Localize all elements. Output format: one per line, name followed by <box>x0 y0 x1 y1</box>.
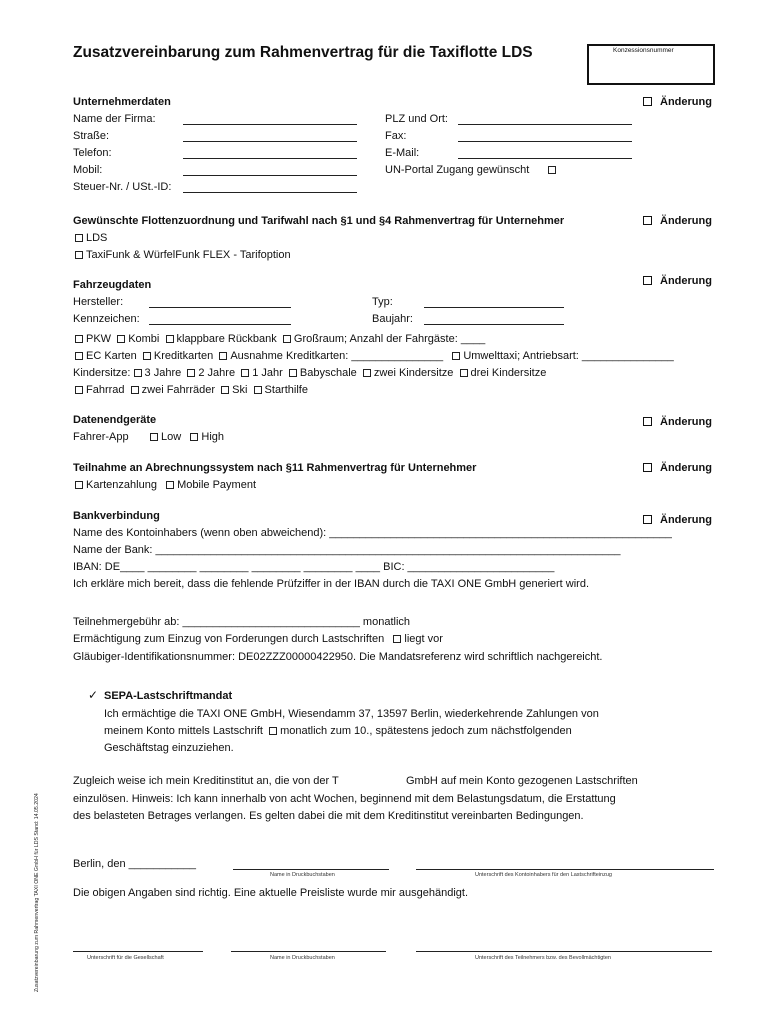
teilnehmergebuehr-field[interactable]: Teilnehmergebühr ab: _____________________________ monatlich <box>73 616 411 628</box>
checkbox-icon <box>643 417 652 426</box>
teilnehmer-signature-line[interactable] <box>416 951 712 952</box>
hersteller-field[interactable] <box>149 307 291 308</box>
ec-option[interactable] <box>75 350 137 362</box>
fahrrad-option[interactable] <box>75 384 125 396</box>
sidebar-version-text: Zusatzvereinbarung zum Rahmenvertrag TAXI ONE GmbH für LDS Stand: 14.05.2024 <box>34 793 40 992</box>
kontoinhaber-signature-caption: Unterschrift des Kontoinhabers für den Lastschrifteinzug <box>475 872 612 878</box>
sepa-line-2 <box>104 725 572 737</box>
option-label: Babyschale <box>299 367 357 379</box>
checkbox-icon <box>219 352 227 360</box>
flotte-heading: Gewünschte Flottenzuordnung und Tarifwahl nach §1 und §4 Rahmenvertrag für Unternehmer <box>73 215 565 227</box>
aenderung-checkbox-2[interactable] <box>643 215 712 227</box>
flotte-option-flex[interactable] <box>75 249 291 261</box>
option-label: Umwelttaxi; Antriebsart: _______________ <box>463 350 674 362</box>
zugleich-line-1a: Zugleich weise ich mein Kreditinstitut an, die von der T <box>73 775 339 787</box>
j2-option[interactable] <box>187 367 235 379</box>
option-label: EC Karten <box>86 350 137 362</box>
kombi-option[interactable] <box>117 333 159 345</box>
steuer-label: Steuer-Nr. / USt.-ID: <box>73 181 172 193</box>
portal-label: UN-Portal Zugang gewünscht <box>385 164 530 176</box>
daten-heading: Datenendgeräte <box>73 414 157 426</box>
check-icon: ✓ <box>88 688 99 702</box>
option-label: Starthilfe <box>264 384 308 396</box>
checkbox-icon <box>75 481 83 489</box>
plz-field[interactable] <box>458 124 632 125</box>
checkbox-icon <box>75 386 83 394</box>
plz-label: PLZ und Ort: <box>385 113 448 125</box>
ski-option[interactable] <box>221 384 247 396</box>
checkbox-icon <box>241 369 249 377</box>
option-label: zwei Fahrräder <box>141 384 216 396</box>
checkbox-icon <box>269 727 277 735</box>
gesellschaft-signature-caption: Unterschrift für die Gesellschaft <box>87 955 164 961</box>
zwei-fr-option[interactable] <box>131 384 215 396</box>
typ-field[interactable] <box>424 307 564 308</box>
option-label: drei Kindersitze <box>470 367 547 379</box>
kontoinhaber-field[interactable]: Name des Kontoinhabers (wenn oben abweichend): ________________________________________________________ <box>73 527 672 539</box>
iban-erklaerung: Ich erkläre mich bereit, dass die fehlende Prüfziffer in der IBAN durch die TAXI ONE GmbH generiert wird. <box>73 578 590 590</box>
aenderung-checkbox-3[interactable] <box>643 275 712 287</box>
fahrer-app-row <box>73 431 224 443</box>
aenderung-checkbox-1[interactable] <box>643 96 712 108</box>
hinweis-text: Die obigen Angaben sind richtig. Eine aktuelle Preisliste wurde mir ausgehändigt. <box>73 887 469 899</box>
option-label: LDS <box>86 232 108 244</box>
option-label: Kombi <box>128 333 160 345</box>
abrechnung-heading: Teilnahme an Abrechnungssystem nach §11 Rahmenvertrag für Unternehmer <box>73 462 477 474</box>
checkbox-icon <box>643 463 652 472</box>
checkbox-icon <box>131 386 139 394</box>
telefon-label: Telefon: <box>73 147 112 159</box>
option-label: Mobile Payment <box>177 479 256 491</box>
unternehmerdaten-heading: Unternehmerdaten <box>73 96 171 108</box>
checkbox-icon <box>117 335 125 343</box>
aenderung-checkbox-4[interactable] <box>643 416 712 428</box>
ermaechtigung-row <box>73 633 443 645</box>
checkbox-icon <box>166 481 174 489</box>
druckbuchstaben-caption-1: Name in Druckbuchstaben <box>270 872 335 878</box>
checkbox-icon <box>75 335 83 343</box>
hersteller-label: Hersteller: <box>73 296 124 308</box>
glaeubiger-id: Gläubiger-Identifikationsnummer: DE02ZZZ00000422950. Die Mandatsreferenz wird schriftlich nachgereicht. <box>73 651 603 663</box>
kartenzahlung-option[interactable] <box>75 479 157 491</box>
pkw-option[interactable] <box>75 333 111 345</box>
checkbox-icon <box>143 352 151 360</box>
option-label: PKW <box>86 333 112 345</box>
checkbox-icon <box>643 276 652 285</box>
monatlich-option[interactable] <box>269 725 572 737</box>
liegt-vor-option[interactable] <box>393 633 443 645</box>
portal-checkbox[interactable] <box>548 166 556 174</box>
high-option[interactable] <box>190 431 224 443</box>
checkbox-icon <box>190 433 198 441</box>
kennzeichen-label: Kennzeichen: <box>73 313 140 325</box>
option-label: Ski <box>232 384 248 396</box>
zahlung-row <box>75 350 674 362</box>
rueckbank-option[interactable] <box>166 333 277 345</box>
checkbox-icon <box>452 352 460 360</box>
option-label: 1 Jahr <box>252 367 283 379</box>
zwei-ks-option[interactable] <box>363 367 453 379</box>
strasse-field[interactable] <box>183 141 357 142</box>
telefon-field[interactable] <box>183 158 357 159</box>
option-label: Ausnahme Kreditkarten: _______________ <box>230 350 444 362</box>
typ-label: Typ: <box>372 296 393 308</box>
checkbox-icon <box>643 515 652 524</box>
drei-ks-option[interactable] <box>460 367 547 379</box>
starthilfe-option[interactable] <box>254 384 308 396</box>
checkbox-icon <box>643 97 652 106</box>
checkbox-icon <box>643 216 652 225</box>
aenderung-label: Änderung <box>660 215 712 227</box>
konzessionsnummer-field[interactable] <box>587 44 715 85</box>
umwelt-option[interactable] <box>452 350 673 362</box>
druckbuchstaben-line-1[interactable] <box>233 869 389 870</box>
fax-field[interactable] <box>458 141 632 142</box>
bank-heading: Bankverbindung <box>73 510 160 522</box>
fahrzeug-typ-row <box>75 333 485 345</box>
abrechnung-row <box>75 479 256 491</box>
checkbox-icon <box>134 369 142 377</box>
kredit-option[interactable] <box>143 350 213 362</box>
kindersitz-row <box>73 367 546 379</box>
aenderung-label: Änderung <box>660 416 712 428</box>
checkbox-icon <box>166 335 174 343</box>
sepa-line-3: Geschäftstag einzuziehen. <box>104 742 234 754</box>
druckbuchstaben-line-2[interactable] <box>231 951 386 952</box>
page-title: Zusatzvereinbarung zum Rahmenvertrag für die Taxiflotte LDS <box>73 44 533 61</box>
option-label: klappbare Rückbank <box>176 333 277 345</box>
option-label: Großraum; Anzahl der Fahrgäste: ____ <box>293 333 486 345</box>
checkbox-icon <box>75 234 83 242</box>
checkbox-icon <box>363 369 371 377</box>
mobil-label: Mobil: <box>73 164 103 176</box>
sepa-line-1: Ich ermächtige die TAXI ONE GmbH, Wiesendamm 37, 13597 Berlin, wiederkehrende Zahlungen von <box>104 708 599 720</box>
aenderung-checkbox-6[interactable] <box>643 514 712 526</box>
mobil-field[interactable] <box>183 175 357 176</box>
option-label: 2 Jahre <box>198 367 236 379</box>
firma-field[interactable] <box>183 124 357 125</box>
option-label: monatlich zum 10., spätestens jedoch zum nächstfolgenden <box>280 725 572 737</box>
flotte-option-lds[interactable] <box>75 232 107 244</box>
kontoinhaber-signature-line[interactable] <box>416 869 714 870</box>
berlin-datum-field[interactable]: Berlin, den ___________ <box>73 858 196 870</box>
grossraum-option[interactable] <box>283 333 485 345</box>
checkbox-icon <box>75 251 83 259</box>
fahrzeug-heading: Fahrzeugdaten <box>73 279 152 291</box>
j3-option[interactable] <box>134 367 182 379</box>
baujahr-label: Baujahr: <box>372 313 413 325</box>
checkbox-icon <box>254 386 262 394</box>
checkbox-icon <box>75 352 83 360</box>
option-label: 3 Jahre <box>144 367 182 379</box>
checkbox-icon <box>460 369 468 377</box>
checkbox-icon <box>283 335 291 343</box>
aenderung-label: Änderung <box>660 514 712 526</box>
aenderung-label: Änderung <box>660 275 712 287</box>
kennzeichen-field[interactable] <box>149 324 291 325</box>
j1-option[interactable] <box>241 367 283 379</box>
checkbox-icon <box>187 369 195 377</box>
aenderung-label: Änderung <box>660 96 712 108</box>
option-label: TaxiFunk & WürfelFunk FLEX - Tarifoption <box>86 249 291 261</box>
option-label: zwei Kindersitze <box>373 367 454 379</box>
baujahr-field[interactable] <box>424 324 564 325</box>
option-label: Fahrrad <box>86 384 125 396</box>
email-label: E-Mail: <box>385 147 420 159</box>
sepa-heading: SEPA-Lastschriftmandat <box>104 690 233 702</box>
fax-label: Fax: <box>385 130 407 142</box>
aenderung-checkbox-5[interactable] <box>643 462 712 474</box>
fahrer-app-label: Fahrer-App <box>73 431 129 443</box>
zubehoer-row <box>75 384 308 396</box>
ausnahme-option[interactable] <box>219 350 443 362</box>
ermaechtigung-label: Ermächtigung zum Einzug von Forderungen durch Lastschriften <box>73 633 385 645</box>
strasse-label: Straße: <box>73 130 110 142</box>
bankname-field[interactable]: Name der Bank: ____________________________________________________________________________ <box>73 544 621 556</box>
email-field[interactable] <box>458 158 632 159</box>
checkbox-icon <box>150 433 158 441</box>
checkbox-icon <box>221 386 229 394</box>
zugleich-line-3: des belasteten Betrages verlangen. Es gelten dabei die mit dem Kreditinstitut vereinbarten Bedingungen. <box>73 810 584 822</box>
option-label: Kreditkarten <box>153 350 214 362</box>
option-label: High <box>201 431 225 443</box>
gesellschaft-signature-line[interactable] <box>73 951 203 952</box>
aenderung-label: Änderung <box>660 462 712 474</box>
option-label: Low <box>161 431 182 443</box>
iban-field[interactable]: IBAN: DE____ ________ ________ ________ ________ ____ BIC: ________________________ <box>73 561 555 573</box>
option-label: liegt vor <box>404 633 443 645</box>
zugleich-line-1b: GmbH auf mein Konto gezogenen Lastschriften <box>406 775 638 787</box>
druckbuchstaben-caption-2: Name in Druckbuchstaben <box>270 955 335 961</box>
low-option[interactable] <box>150 431 181 443</box>
checkbox-icon <box>289 369 297 377</box>
kindersitze-label: Kindersitze: <box>73 367 131 379</box>
konzessionsnummer-label: Konzessionsnummer <box>613 47 674 54</box>
checkbox-icon <box>393 635 401 643</box>
sepa-line-2a: meinem Konto mittels Lastschrift <box>104 725 263 737</box>
steuer-field[interactable] <box>183 192 357 193</box>
mobile-payment-option[interactable] <box>166 479 256 491</box>
firma-label: Name der Firma: <box>73 113 156 125</box>
zugleich-line-2: einzulösen. Hinweis: Ich kann innerhalb von acht Wochen, beginnend mit dem Belastungsdatum, die Erstattung <box>73 793 616 805</box>
babyschale-option[interactable] <box>289 367 357 379</box>
option-label: Kartenzahlung <box>86 479 157 491</box>
teilnehmer-signature-caption: Unterschrift des Teilnehmers bzw. des Bevollmächtigten <box>475 955 611 961</box>
